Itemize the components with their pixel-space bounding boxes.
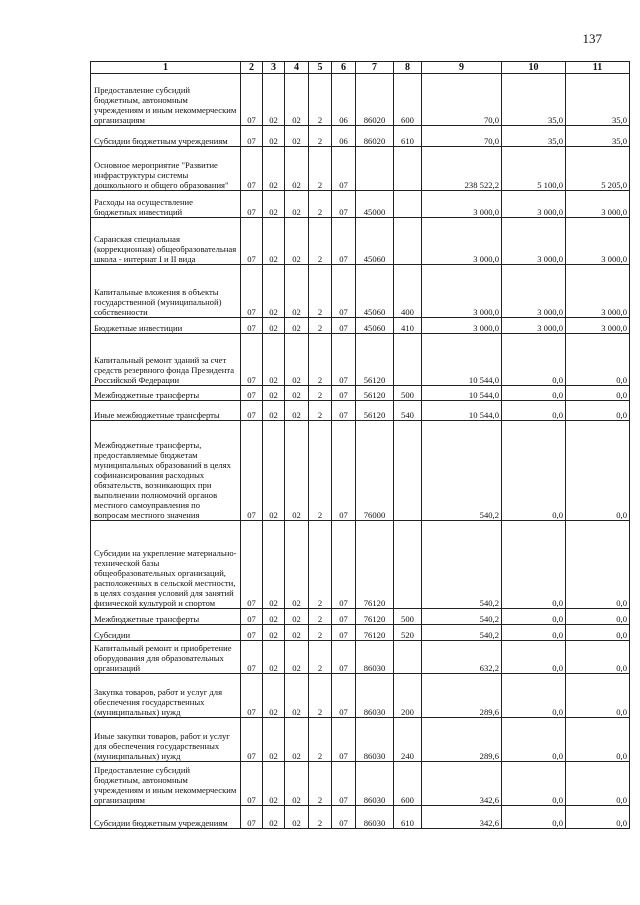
table-cell-name: Капитальные вложения в объекты государственной (муниципальной) собственности bbox=[91, 265, 241, 318]
table-cell-name: Субсидии бюджетным учреждениям bbox=[91, 126, 241, 147]
table-cell-event: 06 bbox=[332, 126, 356, 147]
table-cell-subprogram: 2 bbox=[309, 718, 332, 762]
table-cell-subsection: 02 bbox=[263, 386, 285, 401]
table-cell-expense-type: 400 bbox=[394, 265, 422, 318]
table-cell-subprogram: 2 bbox=[309, 191, 332, 218]
table-cell-amount-col10: 0,0 bbox=[502, 718, 566, 762]
table-cell-amount-col11: 0,0 bbox=[566, 334, 630, 386]
table-cell-expense-type: 540 bbox=[394, 401, 422, 421]
table-cell-program: 02 bbox=[285, 126, 309, 147]
column-header: 5 bbox=[309, 62, 332, 74]
table-row bbox=[91, 625, 630, 641]
table-cell-subsection: 02 bbox=[263, 191, 285, 218]
table-cell-amount-col11: 0,0 bbox=[566, 674, 630, 718]
table-cell-amount-col10: 3 000,0 bbox=[502, 265, 566, 318]
table-cell-amount-col9: 3 000,0 bbox=[422, 218, 502, 265]
table-cell-program: 02 bbox=[285, 521, 309, 609]
table-cell-amount-col10: 0,0 bbox=[502, 674, 566, 718]
table-row bbox=[91, 762, 630, 806]
table-cell-subprogram: 2 bbox=[309, 74, 332, 126]
table-cell-name: Предоставление субсидий бюджетным, автономным учреждениям и иным некоммерческим организациям bbox=[91, 762, 241, 806]
table-cell-amount-col11: 0,0 bbox=[566, 718, 630, 762]
table-cell-program: 02 bbox=[285, 334, 309, 386]
table-cell-subprogram: 2 bbox=[309, 521, 332, 609]
table-cell-name: Субсидии на укрепление материально-технической базы общеобразовательных организаций, расположенных в сельской местности, в целях создания условий для занятий физической культурой и спортом bbox=[91, 521, 241, 609]
table-row bbox=[91, 147, 630, 191]
table-cell-subsection: 02 bbox=[263, 806, 285, 829]
table-cell-expense-type: 600 bbox=[394, 762, 422, 806]
table-cell-expense-type bbox=[394, 334, 422, 386]
table-cell-target bbox=[356, 147, 394, 191]
table-cell-amount-col10: 0,0 bbox=[502, 401, 566, 421]
table-row bbox=[91, 674, 630, 718]
table-cell-name: Межбюджетные трансферты bbox=[91, 609, 241, 625]
table-cell-target: 76120 bbox=[356, 625, 394, 641]
table-cell-section: 07 bbox=[241, 641, 263, 674]
table-cell-amount-col10: 3 000,0 bbox=[502, 218, 566, 265]
table-cell-amount-col10: 0,0 bbox=[502, 334, 566, 386]
table-cell-amount-col10: 35,0 bbox=[502, 74, 566, 126]
column-header: 9 bbox=[422, 62, 502, 74]
table-cell-subprogram: 2 bbox=[309, 318, 332, 334]
table-cell-amount-col11: 3 000,0 bbox=[566, 265, 630, 318]
table-cell-expense-type: 520 bbox=[394, 625, 422, 641]
table-cell-target: 86020 bbox=[356, 74, 394, 126]
column-header: 7 bbox=[356, 62, 394, 74]
table-cell-program: 02 bbox=[285, 218, 309, 265]
table-cell-target: 86030 bbox=[356, 718, 394, 762]
table-cell-amount-col10: 0,0 bbox=[502, 762, 566, 806]
table-cell-name: Основное мероприятие "Развитие инфраструктуры системы дошкольного и общего образования" bbox=[91, 147, 241, 191]
table-cell-name: Межбюджетные трансферты, предоставляемые бюджетам муниципальных образований в целях софинансирования расходных обязательств, возникающих при выполнении полномочий органов местного самоуправления по вопросам местного значения bbox=[91, 421, 241, 521]
table-cell-program: 02 bbox=[285, 674, 309, 718]
table-body bbox=[91, 62, 630, 829]
column-header: 4 bbox=[285, 62, 309, 74]
table-cell-section: 07 bbox=[241, 625, 263, 641]
table-cell-amount-col9: 3 000,0 bbox=[422, 191, 502, 218]
table-cell-amount-col9: 70,0 bbox=[422, 74, 502, 126]
table-cell-amount-col10: 0,0 bbox=[502, 421, 566, 521]
table-cell-amount-col9: 342,6 bbox=[422, 806, 502, 829]
table-cell-amount-col11: 0,0 bbox=[566, 386, 630, 401]
table-cell-subsection: 02 bbox=[263, 265, 285, 318]
table-cell-amount-col10: 0,0 bbox=[502, 521, 566, 609]
table-cell-amount-col10: 0,0 bbox=[502, 641, 566, 674]
table-cell-expense-type bbox=[394, 218, 422, 265]
table-cell-amount-col9: 10 544,0 bbox=[422, 401, 502, 421]
table-cell-amount-col11: 5 205,0 bbox=[566, 147, 630, 191]
page-number: 137 bbox=[582, 31, 602, 46]
table-cell-section: 07 bbox=[241, 762, 263, 806]
table-cell-event: 07 bbox=[332, 401, 356, 421]
table-cell-name: Расходы на осуществление бюджетных инвестиций bbox=[91, 191, 241, 218]
table-row bbox=[91, 609, 630, 625]
table-cell-amount-col9: 540,2 bbox=[422, 421, 502, 521]
table-cell-event: 07 bbox=[332, 421, 356, 521]
table-cell-amount-col9: 342,6 bbox=[422, 762, 502, 806]
table-cell-amount-col9: 3 000,0 bbox=[422, 265, 502, 318]
table-cell-target: 86030 bbox=[356, 641, 394, 674]
table-cell-section: 07 bbox=[241, 401, 263, 421]
table-cell-event: 07 bbox=[332, 609, 356, 625]
table-cell-amount-col10: 0,0 bbox=[502, 386, 566, 401]
table-cell-program: 02 bbox=[285, 762, 309, 806]
table-cell-target: 45060 bbox=[356, 218, 394, 265]
table-cell-event: 07 bbox=[332, 641, 356, 674]
table-cell-subprogram: 2 bbox=[309, 265, 332, 318]
table-cell-section: 07 bbox=[241, 806, 263, 829]
table-cell-program: 02 bbox=[285, 641, 309, 674]
table-cell-name: Капитальный ремонт зданий за счет средств резервного фонда Президента Российской Федерации bbox=[91, 334, 241, 386]
column-header: 11 bbox=[566, 62, 630, 74]
table-cell-amount-col9: 540,2 bbox=[422, 625, 502, 641]
table-cell-program: 02 bbox=[285, 806, 309, 829]
table-cell-expense-type bbox=[394, 421, 422, 521]
table-cell-expense-type: 410 bbox=[394, 318, 422, 334]
table-cell-target: 45060 bbox=[356, 318, 394, 334]
table-cell-amount-col11: 0,0 bbox=[566, 762, 630, 806]
table-cell-section: 07 bbox=[241, 334, 263, 386]
table-cell-target: 45060 bbox=[356, 265, 394, 318]
table-cell-target: 45000 bbox=[356, 191, 394, 218]
table-cell-amount-col10: 0,0 bbox=[502, 625, 566, 641]
table-cell-amount-col11: 0,0 bbox=[566, 641, 630, 674]
table-cell-subsection: 02 bbox=[263, 126, 285, 147]
table-cell-target: 86030 bbox=[356, 806, 394, 829]
table-row bbox=[91, 74, 630, 126]
column-header: 1 bbox=[91, 62, 241, 74]
table-cell-name: Иные закупки товаров, работ и услуг для обеспечения государственных (муниципальных) нужд bbox=[91, 718, 241, 762]
table-cell-amount-col9: 10 544,0 bbox=[422, 386, 502, 401]
table-cell-event: 07 bbox=[332, 718, 356, 762]
table-cell-section: 07 bbox=[241, 609, 263, 625]
table-cell-subsection: 02 bbox=[263, 401, 285, 421]
table-row bbox=[91, 641, 630, 674]
table-row bbox=[91, 718, 630, 762]
table-cell-amount-col10: 5 100,0 bbox=[502, 147, 566, 191]
table-row bbox=[91, 318, 630, 334]
table-cell-section: 07 bbox=[241, 126, 263, 147]
table-row bbox=[91, 521, 630, 609]
table-cell-name: Капитальный ремонт и приобретение оборудования для образовательных организаций bbox=[91, 641, 241, 674]
table-cell-amount-col11: 0,0 bbox=[566, 521, 630, 609]
table-cell-subprogram: 2 bbox=[309, 386, 332, 401]
table-cell-target: 76000 bbox=[356, 421, 394, 521]
table-cell-event: 06 bbox=[332, 74, 356, 126]
table-cell-event: 07 bbox=[332, 674, 356, 718]
table-cell-program: 02 bbox=[285, 147, 309, 191]
table-cell-subprogram: 2 bbox=[309, 218, 332, 265]
table-cell-section: 07 bbox=[241, 718, 263, 762]
table-cell-name: Субсидии bbox=[91, 625, 241, 641]
table-cell-amount-col9: 540,2 bbox=[422, 609, 502, 625]
table-cell-event: 07 bbox=[332, 147, 356, 191]
table-cell-section: 07 bbox=[241, 386, 263, 401]
table-row bbox=[91, 401, 630, 421]
table-cell-target: 56120 bbox=[356, 334, 394, 386]
table-cell-amount-col10: 3 000,0 bbox=[502, 191, 566, 218]
table-cell-subsection: 02 bbox=[263, 147, 285, 191]
table-cell-amount-col11: 3 000,0 bbox=[566, 318, 630, 334]
table-cell-subsection: 02 bbox=[263, 334, 285, 386]
table-cell-section: 07 bbox=[241, 318, 263, 334]
table-cell-event: 07 bbox=[332, 521, 356, 609]
table-cell-target: 56120 bbox=[356, 386, 394, 401]
table-cell-target: 76120 bbox=[356, 609, 394, 625]
table-cell-expense-type: 240 bbox=[394, 718, 422, 762]
table-cell-event: 07 bbox=[332, 334, 356, 386]
table-cell-target: 86020 bbox=[356, 126, 394, 147]
table-cell-subprogram: 2 bbox=[309, 674, 332, 718]
table-cell-subsection: 02 bbox=[263, 641, 285, 674]
table-cell-event: 07 bbox=[332, 218, 356, 265]
table-cell-event: 07 bbox=[332, 265, 356, 318]
table-cell-section: 07 bbox=[241, 265, 263, 318]
table-cell-amount-col11: 0,0 bbox=[566, 806, 630, 829]
table-cell-expense-type: 500 bbox=[394, 609, 422, 625]
table-cell-section: 07 bbox=[241, 147, 263, 191]
table-cell-expense-type: 500 bbox=[394, 386, 422, 401]
table-cell-amount-col11: 3 000,0 bbox=[566, 218, 630, 265]
table-cell-subsection: 02 bbox=[263, 718, 285, 762]
table-cell-amount-col10: 3 000,0 bbox=[502, 318, 566, 334]
table-cell-section: 07 bbox=[241, 191, 263, 218]
table-cell-subsection: 02 bbox=[263, 421, 285, 521]
table-cell-amount-col10: 35,0 bbox=[502, 126, 566, 147]
table-cell-expense-type bbox=[394, 147, 422, 191]
table-cell-amount-col9: 632,2 bbox=[422, 641, 502, 674]
table-cell-subsection: 02 bbox=[263, 609, 285, 625]
table-cell-amount-col11: 0,0 bbox=[566, 421, 630, 521]
column-header: 6 bbox=[332, 62, 356, 74]
table-cell-subsection: 02 bbox=[263, 74, 285, 126]
table-cell-subprogram: 2 bbox=[309, 421, 332, 521]
table-cell-amount-col9: 540,2 bbox=[422, 521, 502, 609]
table-cell-target: 56120 bbox=[356, 401, 394, 421]
table-cell-subprogram: 2 bbox=[309, 147, 332, 191]
table-cell-event: 07 bbox=[332, 625, 356, 641]
table-cell-program: 02 bbox=[285, 318, 309, 334]
table-row bbox=[91, 191, 630, 218]
table-cell-section: 07 bbox=[241, 218, 263, 265]
table-cell-subprogram: 2 bbox=[309, 609, 332, 625]
table-cell-subprogram: 2 bbox=[309, 334, 332, 386]
table-row bbox=[91, 334, 630, 386]
table-cell-amount-col11: 35,0 bbox=[566, 126, 630, 147]
table-cell-program: 02 bbox=[285, 401, 309, 421]
table-cell-name: Иные межбюджетные трансферты bbox=[91, 401, 241, 421]
table-cell-name: Саранская специальная (коррекционная) общеобразовательная школа - интернат I и II вида bbox=[91, 218, 241, 265]
table-cell-target: 76120 bbox=[356, 521, 394, 609]
table-cell-expense-type: 610 bbox=[394, 126, 422, 147]
table-cell-program: 02 bbox=[285, 74, 309, 126]
table-cell-subsection: 02 bbox=[263, 625, 285, 641]
table-cell-event: 07 bbox=[332, 386, 356, 401]
table-cell-subprogram: 2 bbox=[309, 625, 332, 641]
table-cell-amount-col9: 3 000,0 bbox=[422, 318, 502, 334]
table-cell-program: 02 bbox=[285, 609, 309, 625]
table-cell-target: 86030 bbox=[356, 762, 394, 806]
table-cell-amount-col11: 3 000,0 bbox=[566, 191, 630, 218]
table-cell-event: 07 bbox=[332, 191, 356, 218]
table-cell-subsection: 02 bbox=[263, 521, 285, 609]
table-cell-name: Закупка товаров, работ и услуг для обеспечения государственных (муниципальных) нужд bbox=[91, 674, 241, 718]
table-cell-expense-type bbox=[394, 521, 422, 609]
table-cell-amount-col11: 0,0 bbox=[566, 609, 630, 625]
table-cell-amount-col11: 0,0 bbox=[566, 401, 630, 421]
table-cell-program: 02 bbox=[285, 625, 309, 641]
table-cell-amount-col9: 289,6 bbox=[422, 718, 502, 762]
table-cell-event: 07 bbox=[332, 762, 356, 806]
column-header: 2 bbox=[241, 62, 263, 74]
table-header-row bbox=[91, 62, 630, 74]
table-cell-program: 02 bbox=[285, 421, 309, 521]
table-cell-subsection: 02 bbox=[263, 762, 285, 806]
table-cell-subprogram: 2 bbox=[309, 126, 332, 147]
table-cell-expense-type: 200 bbox=[394, 674, 422, 718]
column-header: 10 bbox=[502, 62, 566, 74]
table-cell-amount-col10: 0,0 bbox=[502, 806, 566, 829]
table-cell-amount-col9: 238 522,2 bbox=[422, 147, 502, 191]
table-cell-expense-type bbox=[394, 191, 422, 218]
table-cell-subsection: 02 bbox=[263, 318, 285, 334]
table-cell-subsection: 02 bbox=[263, 218, 285, 265]
table-cell-event: 07 bbox=[332, 806, 356, 829]
table-cell-subprogram: 2 bbox=[309, 806, 332, 829]
table-cell-section: 07 bbox=[241, 74, 263, 126]
table-cell-name: Предоставление субсидий бюджетным, автономным учреждениям и иным некоммерческим организациям bbox=[91, 74, 241, 126]
table-cell-amount-col9: 289,6 bbox=[422, 674, 502, 718]
table-cell-program: 02 bbox=[285, 718, 309, 762]
table-cell-name: Субсидии бюджетным учреждениям bbox=[91, 806, 241, 829]
table-cell-subsection: 02 bbox=[263, 674, 285, 718]
table-cell-amount-col10: 0,0 bbox=[502, 609, 566, 625]
table-row bbox=[91, 265, 630, 318]
table-row bbox=[91, 806, 630, 829]
table-cell-section: 07 bbox=[241, 674, 263, 718]
column-header: 3 bbox=[263, 62, 285, 74]
table-cell-program: 02 bbox=[285, 265, 309, 318]
table-cell-amount-col9: 70,0 bbox=[422, 126, 502, 147]
table-cell-section: 07 bbox=[241, 421, 263, 521]
table-cell-expense-type bbox=[394, 641, 422, 674]
table-cell-name: Межбюджетные трансферты bbox=[91, 386, 241, 401]
column-header: 8 bbox=[394, 62, 422, 74]
table-cell-program: 02 bbox=[285, 386, 309, 401]
table-cell-name: Бюджетные инвестиции bbox=[91, 318, 241, 334]
table-cell-subprogram: 2 bbox=[309, 401, 332, 421]
table-cell-subprogram: 2 bbox=[309, 762, 332, 806]
table-row bbox=[91, 218, 630, 265]
table-cell-expense-type: 610 bbox=[394, 806, 422, 829]
table-cell-event: 07 bbox=[332, 318, 356, 334]
table-row bbox=[91, 126, 630, 147]
table-row bbox=[91, 421, 630, 521]
table-cell-amount-col11: 35,0 bbox=[566, 74, 630, 126]
table-cell-amount-col11: 0,0 bbox=[566, 625, 630, 641]
table-cell-amount-col9: 10 544,0 bbox=[422, 334, 502, 386]
table-cell-section: 07 bbox=[241, 521, 263, 609]
table-cell-subprogram: 2 bbox=[309, 641, 332, 674]
budget-table bbox=[90, 61, 630, 829]
table-cell-target: 86030 bbox=[356, 674, 394, 718]
table-row bbox=[91, 386, 630, 401]
table-cell-expense-type: 600 bbox=[394, 74, 422, 126]
table-cell-program: 02 bbox=[285, 191, 309, 218]
